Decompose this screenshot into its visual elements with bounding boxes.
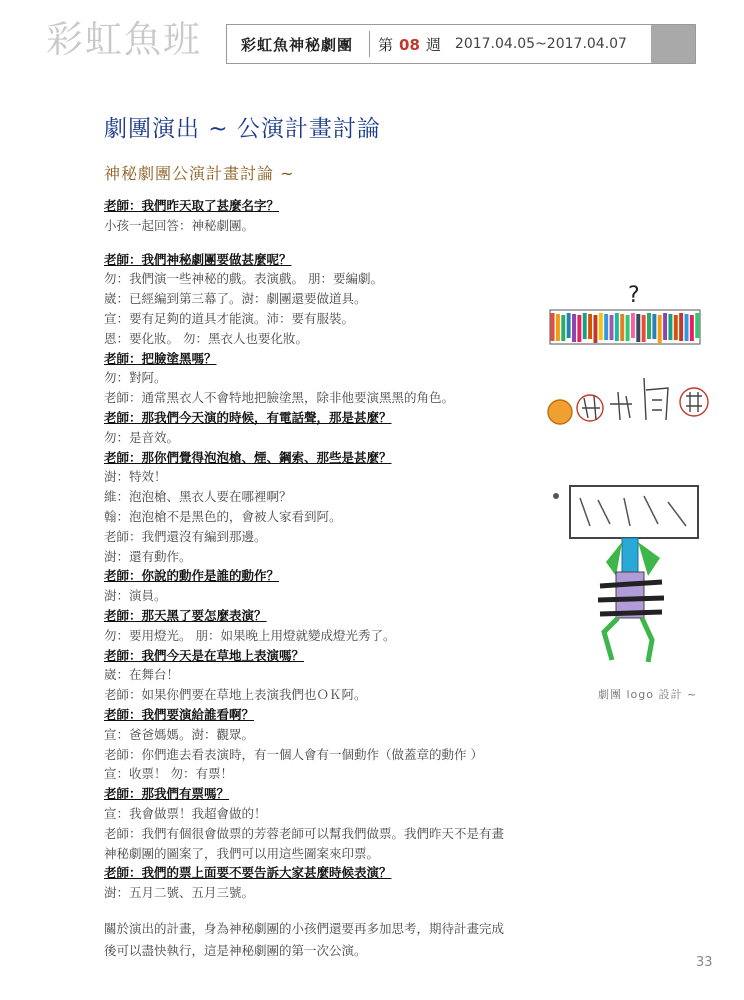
- rainbow-stripe: [572, 314, 576, 342]
- dialogue-line: 勿：要用燈光。 朋：如果晚上用燈就變成燈光秀了。: [104, 627, 396, 643]
- dialogue-line: 宣：要有足夠的道具才能演。沛：要有服裝。: [104, 310, 355, 326]
- rainbow-stripe: [551, 313, 555, 341]
- brand-logo-text: 彩虹魚班: [46, 18, 202, 61]
- week-suffix: 週: [425, 35, 441, 54]
- dialogue-line: 澍：五月二號、五月三號。: [104, 885, 255, 901]
- drawn-characters: [548, 378, 708, 424]
- page-title: 劇團演出 ~ 公演計畫討論: [104, 116, 381, 142]
- rainbow-stripe: [642, 315, 646, 342]
- rainbow-stripe: [631, 313, 635, 338]
- teacher-question: 老師：你說的動作是誰的動作？: [104, 568, 280, 584]
- dialogue-line: 勿：是音效。: [104, 429, 180, 445]
- dialogue-line: 宣：我會做票！我超會做的！: [104, 805, 267, 821]
- rainbow-stripe: [593, 315, 597, 343]
- rainbow-stripe: [626, 315, 630, 341]
- teacher-question: 老師：我們神秘劇團要做甚麼呢？: [104, 251, 292, 267]
- dialogue-line: 老師：你們進去看表演時，有一個人會有一個動作（做蓋章的動作 ）: [104, 746, 483, 762]
- rainbow-stripe: [647, 313, 651, 339]
- rainbow-stripe: [668, 314, 672, 340]
- dialogue-line: 澍：特效！: [104, 469, 167, 485]
- rainbow-stripe: [620, 314, 624, 341]
- rainbow-stripe: [674, 315, 678, 340]
- header-date-range: 2017.04.05~2017.04.07: [454, 36, 627, 52]
- teacher-question: 老師：我們要演給誰看啊？: [104, 706, 255, 722]
- dialogue-line: 澍：演員。: [104, 588, 167, 604]
- dialogue-line: 神秘劇團的圖案了，我們可以用這些圖案來印票。: [104, 845, 380, 861]
- dialogue-line: 小孩一起回答：神秘劇團。: [104, 217, 255, 233]
- teacher-question: 老師：那你們覺得泡泡槍、煙、鋼索、那些是甚麼？: [104, 449, 392, 465]
- rainbow-stripe: [561, 315, 565, 341]
- rainbow-stripe: [567, 313, 571, 338]
- section-title: 神秘劇團公演計畫討論 ~: [104, 164, 295, 183]
- page-header: [226, 24, 696, 64]
- teacher-question: 老師：那我們今天演的時候，有電話聲，那是甚麼？: [104, 409, 392, 425]
- dialogue-line: 澍：還有動作。: [104, 548, 192, 564]
- rainbow-stripe: [588, 314, 592, 339]
- rainbow-stripe: [679, 313, 683, 341]
- dialogue-line: 老師：通常黑衣人不會特地把臉塗黑，除非他要演黑黑的角色。: [104, 390, 455, 406]
- dialogue-line: 翰：泡泡槍不是黑色的，會被人家看到阿。: [104, 508, 342, 524]
- dialogue-line: 老師：我們有個很會做票的芳蓉老師可以幫我們做票。我們昨天不是有畫: [104, 825, 505, 841]
- rainbow-stripe: [695, 313, 699, 338]
- header-week: [370, 34, 455, 55]
- question-mark: ?: [628, 283, 640, 308]
- rainbow-stripe: [636, 314, 640, 342]
- week-number: 08: [399, 35, 420, 54]
- rainbow-stripe: [615, 313, 619, 341]
- dialogue-line: 老師：如果你們要在草地上表演我們也ＯＫ阿。: [104, 687, 367, 703]
- closing-paragraph: [104, 918, 574, 962]
- header-tab-decoration: [651, 25, 695, 63]
- drawing-caption: 劇團 logo 設計 ~: [598, 688, 698, 701]
- rainbow-stripe: [652, 314, 656, 339]
- rainbow-stripe: [577, 315, 581, 342]
- dialogue-line: 恩：要化妝。 勿：黑衣人也要化妝。: [104, 330, 308, 346]
- rainbow-stripe: [556, 314, 560, 341]
- dialogue-line: 勿：對阿。: [104, 370, 167, 386]
- rainbow-stripe: [663, 313, 667, 340]
- rainbow-stripe: [690, 315, 694, 341]
- teacher-question: 老師：我們的票上面要不要告訴大家甚麼時候表演？: [104, 865, 392, 881]
- week-prefix: 第: [378, 35, 394, 54]
- teacher-question: 老師：我們今天是在草地上表演嗎？: [104, 647, 305, 663]
- closing-line: 後可以盡快執行，這是神秘劇團的第一次公演。: [104, 943, 367, 958]
- dialogue-line: 老師：我們還沒有編到那邊。: [104, 528, 267, 544]
- drawn-figure: [553, 486, 698, 662]
- dialogue-line: 勿：我們演一些神秘的戲。表演戲。 朋：要編劇。: [104, 271, 383, 287]
- dialogue-line: 宣：爸爸媽媽。澍：觀眾。: [104, 726, 255, 742]
- child-drawing-logo-design: [540, 280, 710, 680]
- rainbow-stripe: [604, 314, 608, 340]
- dialogue-line: 宣：收票！ 勿：有票！: [104, 766, 233, 782]
- page-number: 33: [696, 955, 713, 970]
- header-title: 彩虹魚神秘劇團: [241, 35, 354, 54]
- teacher-question: 老師：那天黑了要怎麼表演？: [104, 607, 267, 623]
- closing-line: 關於演出的計畫，身為神秘劇團的小孩們還要再多加思考，期待計畫完成: [104, 921, 505, 936]
- dialogue-line: 維：泡泡槍、黑衣人要在哪裡啊？: [104, 489, 292, 505]
- rainbow-stripe: [685, 314, 689, 341]
- rainbow-stripes: [551, 313, 700, 343]
- teacher-question: 老師：那我們有票嗎？: [104, 786, 230, 802]
- dialogue-transcript: [104, 196, 564, 903]
- dialogue-line: 崴：在舞台！: [104, 667, 180, 683]
- teacher-question: 老師：我們昨天取了甚麼名字？: [104, 198, 280, 213]
- rainbow-stripe: [658, 315, 662, 343]
- rainbow-stripe: [599, 313, 603, 340]
- rainbow-stripe: [583, 313, 587, 339]
- dialogue-line: 崴：已經編到第三幕了。澍：劇團還要做道具。: [104, 291, 367, 307]
- teacher-question: 老師：把臉塗黑嗎？: [104, 350, 217, 366]
- rainbow-stripe: [610, 315, 614, 340]
